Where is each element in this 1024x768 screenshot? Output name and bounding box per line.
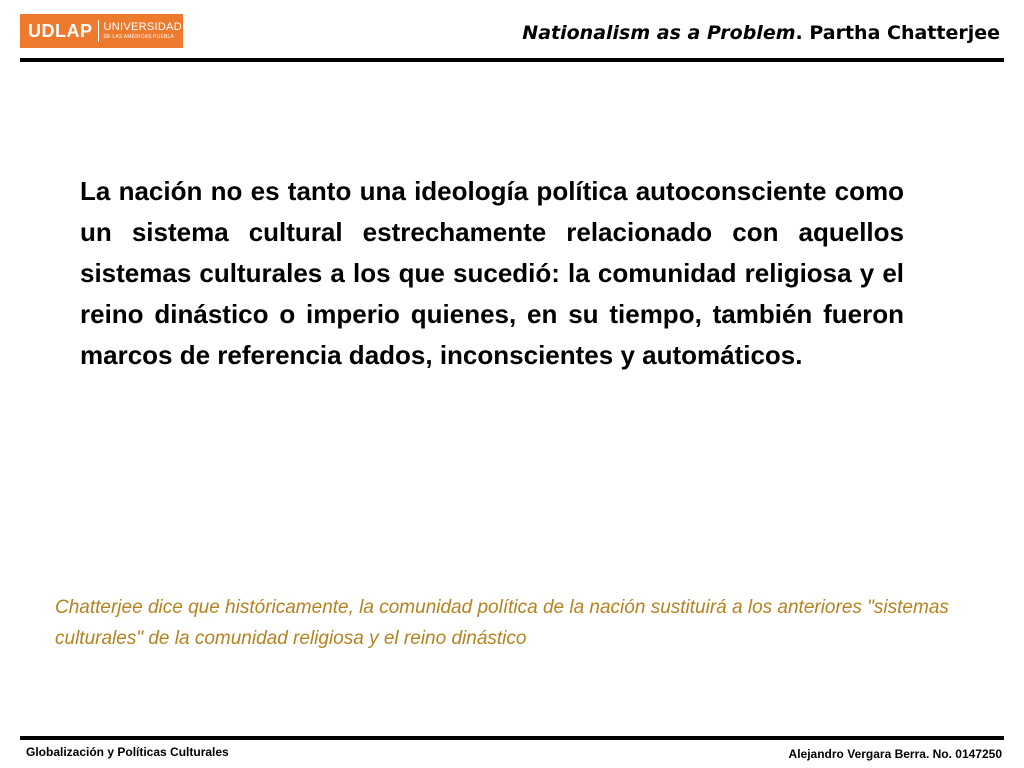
footer-divider xyxy=(20,736,1004,740)
header-divider xyxy=(20,58,1004,62)
slide-title-author: . Partha Chatterjee xyxy=(795,22,1000,44)
logo-subtitle-line2: DE LAS AMÉRICAS PUEBLA xyxy=(103,34,175,40)
logo-subtitle-line1: UNIVERSIDAD xyxy=(103,21,182,33)
quote-text: La nación no es tanto una ideología política autoconsciente como un sistema cultural estrechamente relacionado con aquellos sistemas culturales a los que sucedió: la comunidad religiosa y el reino dinástico o imperio quienes, en su tiempo, también fueron marcos de referencia dados, inconscientes y automáticos. xyxy=(80,176,904,370)
footer-author: Alejandro Vergara Berra. No. 0147250 xyxy=(788,747,1002,761)
udlap-logo xyxy=(20,14,183,48)
slide-title xyxy=(522,22,1000,44)
logo-subtitle xyxy=(104,22,182,40)
commentary-text: Chatterjee dice que históricamente, la comunidad política de la nación sustituirá a los anteriores "sistemas culturales" de la comunidad religiosa y el reino dinástico xyxy=(55,597,949,649)
footer-course: Globalización y Políticas Culturales xyxy=(26,745,229,759)
logo-wordmark: UDLAP xyxy=(28,20,93,41)
logo-separator xyxy=(98,20,99,42)
slide-title-work: Nationalism as a Problem xyxy=(522,22,796,44)
